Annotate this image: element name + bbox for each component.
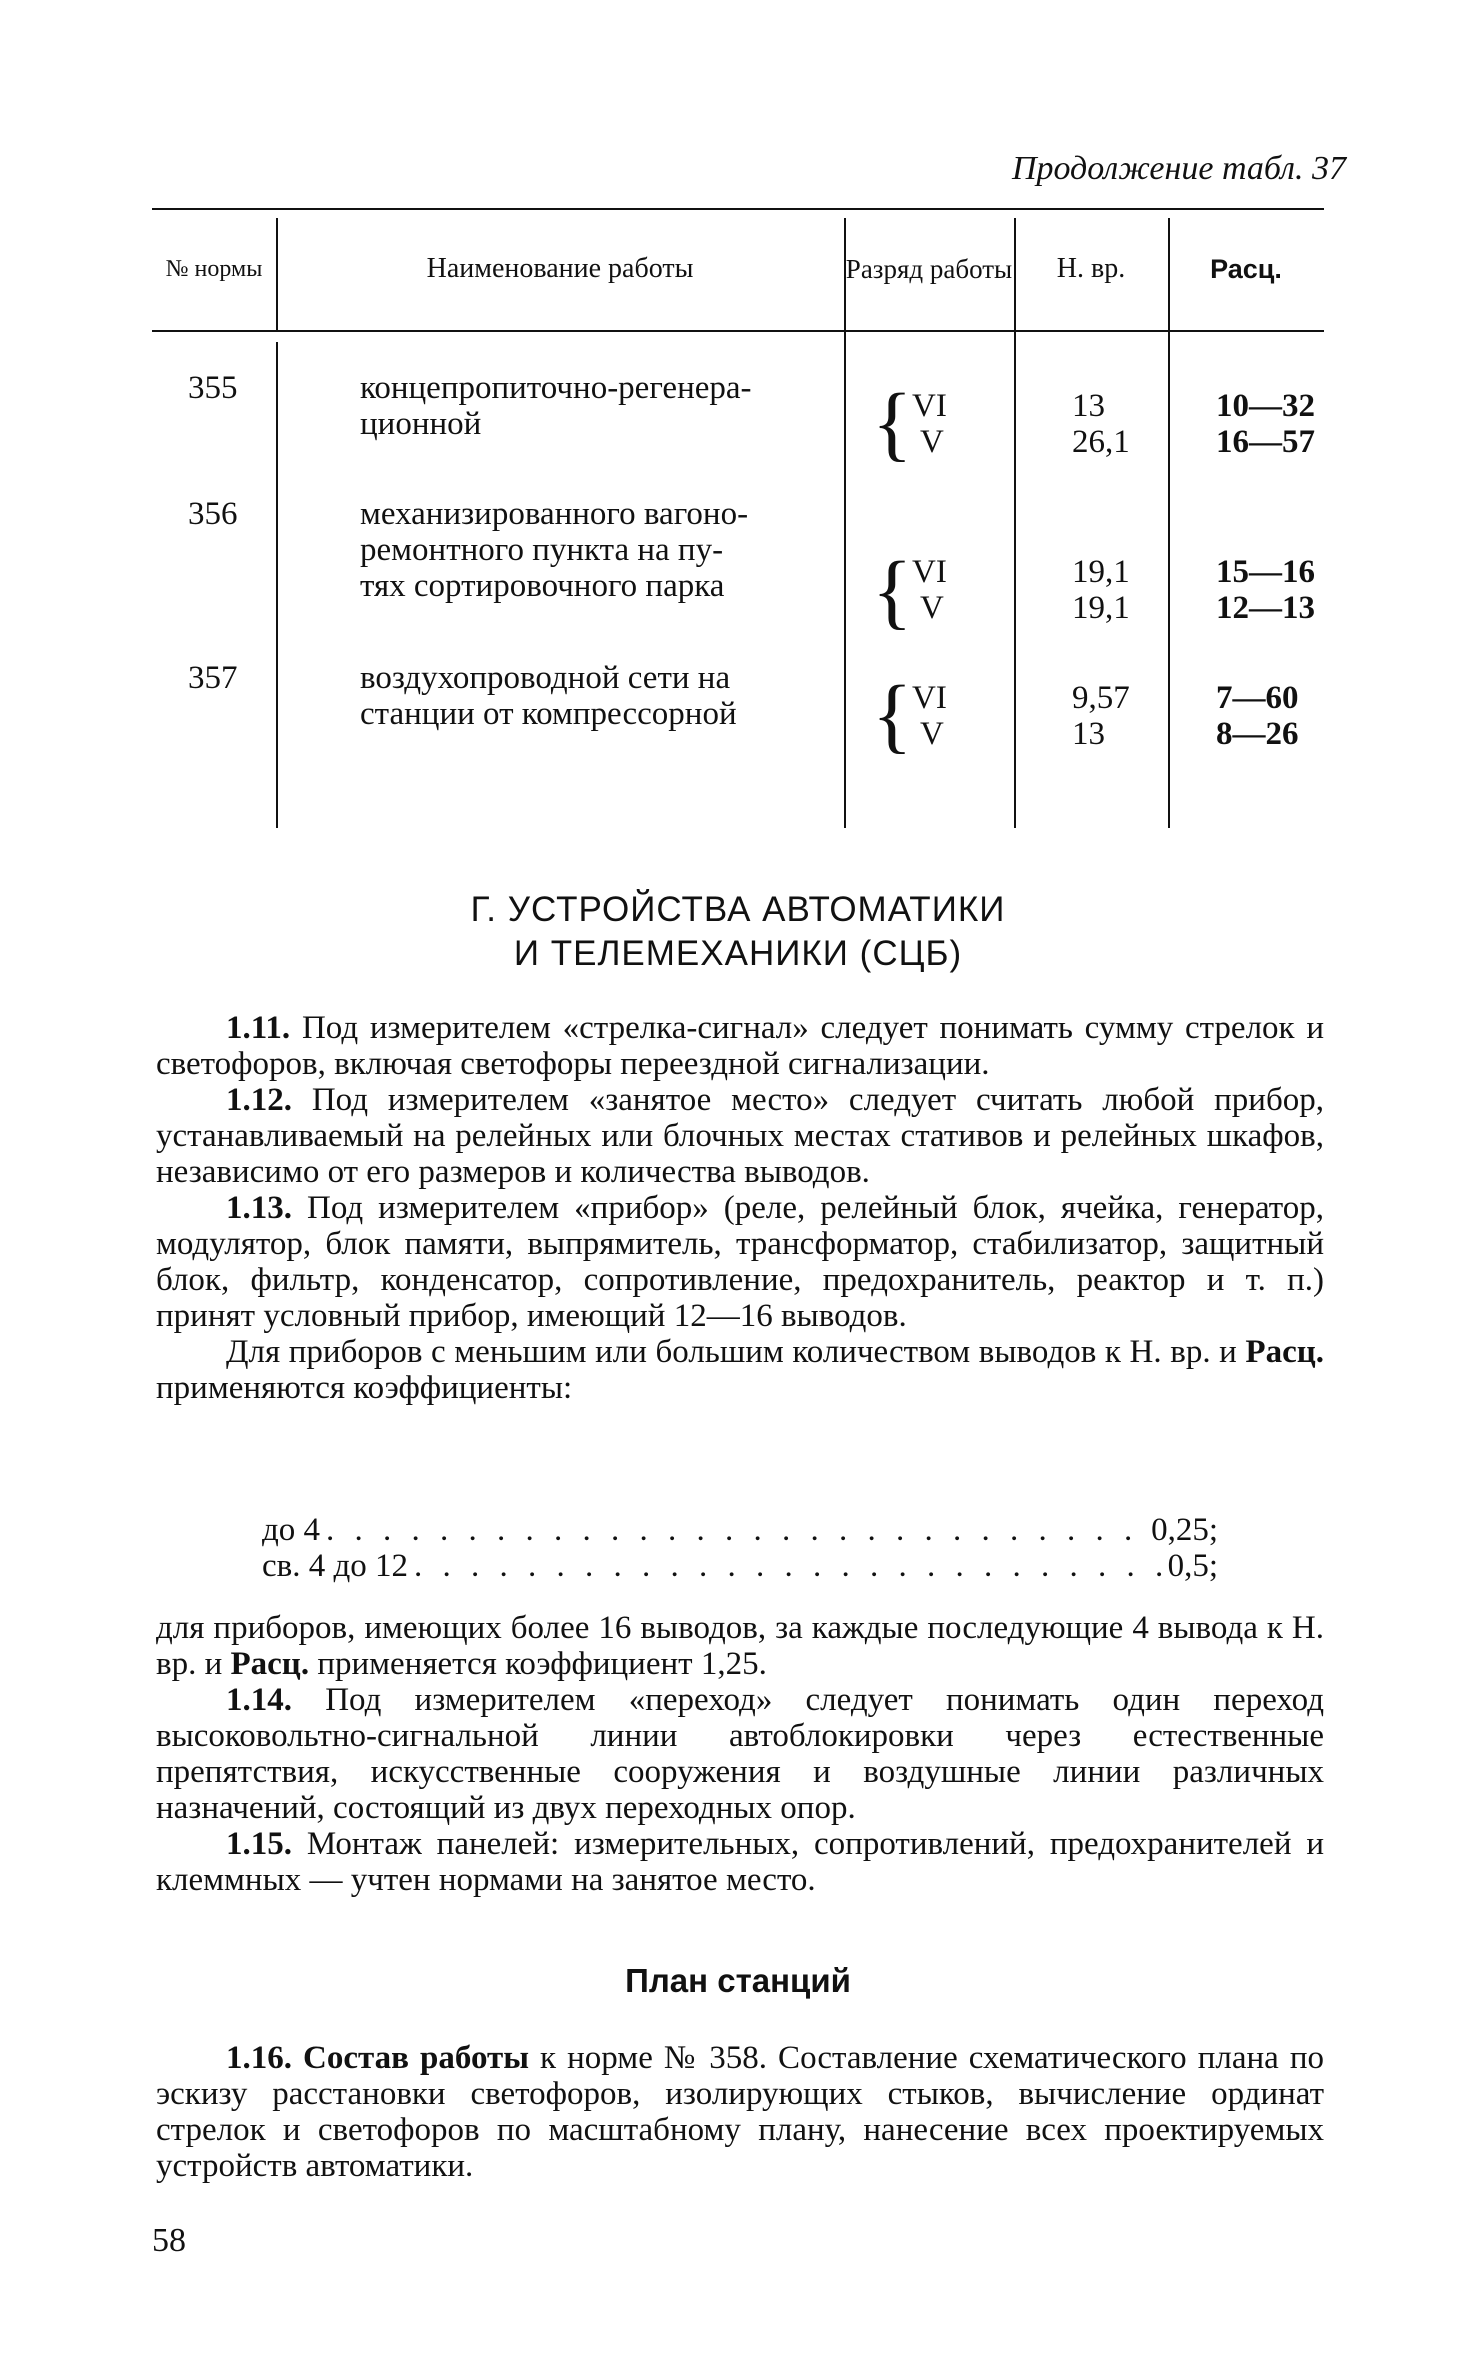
grade-brace: { bbox=[872, 545, 913, 638]
work-name: воздухопроводной сети на станции от компрессорной bbox=[360, 660, 737, 732]
paragraph-1-15: 1.15. Монтаж панелей: измерительных, сопротивлений, предохранителей и клеммных — учтен нормами на занятое место. bbox=[156, 1826, 1324, 1898]
norms-table bbox=[152, 208, 1324, 828]
body-paragraphs bbox=[156, 1010, 1324, 1406]
paragraph-more-outputs: для приборов, имеющих более 16 выводов, за каждые последующие 4 вывода к Н. вр. и Расц. применяется коэффициент 1,25. bbox=[156, 1610, 1324, 1682]
norm-number: 356 bbox=[188, 496, 238, 532]
norm-number: 355 bbox=[188, 370, 238, 406]
grade-values: VI V bbox=[912, 554, 947, 626]
paragraph-1-14: 1.14. Под измерителем «переход» следует понимать один переход высоковольтно-сигнальной линии автоблокировки через естественные препятствия, искусственные сооружения и воздушные линии различных назначений, состоящий из двух переходных опор. bbox=[156, 1682, 1324, 1826]
paragraph-1-11: 1.11. Под измерителем «стрелка-сигнал» следует понимать сумму стрелок и светофоров, включая светофоры переездной сигнализации. bbox=[156, 1010, 1324, 1082]
page-number: 58 bbox=[152, 2222, 186, 2259]
header-grade: Разряд работы bbox=[845, 254, 1013, 284]
grade-brace: { bbox=[872, 669, 913, 762]
paragraph-1-16: 1.16. Состав работы к норме № 358. Составление схематического плана по эскизу расстановки светофоров, изолирующих стыков, вычисление ординат стрелок и светофоров по масштабному плану, нанесение всех проектируемых устройств автоматики. bbox=[156, 2040, 1325, 2184]
paragraph-coefficients: Для приборов с меньшим или большим количеством выводов к Н. вр. и Расц. применяются коэффициенты: bbox=[156, 1334, 1324, 1406]
work-name: механизированного вагоно- ремонтного пункта на пу- тях сортировочного парка bbox=[360, 496, 749, 604]
grade-values: VI V bbox=[912, 388, 947, 460]
header-norm-no: № нормы bbox=[165, 256, 263, 282]
grade-values: VI V bbox=[912, 680, 947, 752]
body-paragraphs-3 bbox=[156, 2040, 1324, 2184]
body-paragraphs-2 bbox=[156, 1610, 1324, 1898]
time-values: 9,57 13 bbox=[1072, 680, 1130, 752]
list-item: до 4 . . . 0,25; bbox=[262, 1512, 1218, 1548]
header-rate: Расц. bbox=[1210, 254, 1282, 284]
table-continuation-label: Продолжение табл. 37 bbox=[1011, 150, 1346, 187]
work-name: концепропиточно-регенера- ционной bbox=[360, 370, 752, 442]
rate-values: 7—60 8—26 bbox=[1216, 680, 1299, 752]
norm-number: 357 bbox=[188, 660, 238, 696]
header-work-name: Наименование работы bbox=[426, 253, 694, 284]
table-header-rule bbox=[152, 330, 1324, 332]
paragraph-1-12: 1.12. Под измерителем «занятое место» следует считать любой прибор, устанавливаемый на релейных или блочных местах стативов и релейных шкафов, независимо от его размеров и количества выводов. bbox=[156, 1082, 1324, 1190]
paragraph-1-13: 1.13. Под измерителем «прибор» (реле, релейный блок, ячейка, генератор, модулятор, блок памяти, выпрямитель, трансформатор, стабилизатор, защитный блок, фильтр, конденсатор, сопротивление, предохранитель, реактор и т. п.) принят условный прибор, имеющий 12—16 выводов. bbox=[156, 1190, 1324, 1334]
header-time-norm: Н. вр. bbox=[1056, 253, 1126, 284]
section-title: Г. УСТРОЙСТВА АВТОМАТИКИ И ТЕЛЕМЕХАНИКИ (СЦБ) bbox=[470, 890, 1006, 973]
time-values: 19,1 19,1 bbox=[1072, 554, 1130, 626]
subheading: План станций bbox=[625, 1962, 851, 1999]
coefficient-list bbox=[262, 1512, 1218, 1584]
grade-brace: { bbox=[872, 377, 913, 470]
rate-values: 15—16 12—13 bbox=[1216, 554, 1315, 626]
time-values: 13 26,1 bbox=[1072, 388, 1130, 460]
rate-values: 10—32 16—57 bbox=[1216, 388, 1315, 460]
col-divider bbox=[276, 342, 278, 828]
list-item: св. 4 до 12 . . . 0,5; bbox=[262, 1548, 1218, 1584]
